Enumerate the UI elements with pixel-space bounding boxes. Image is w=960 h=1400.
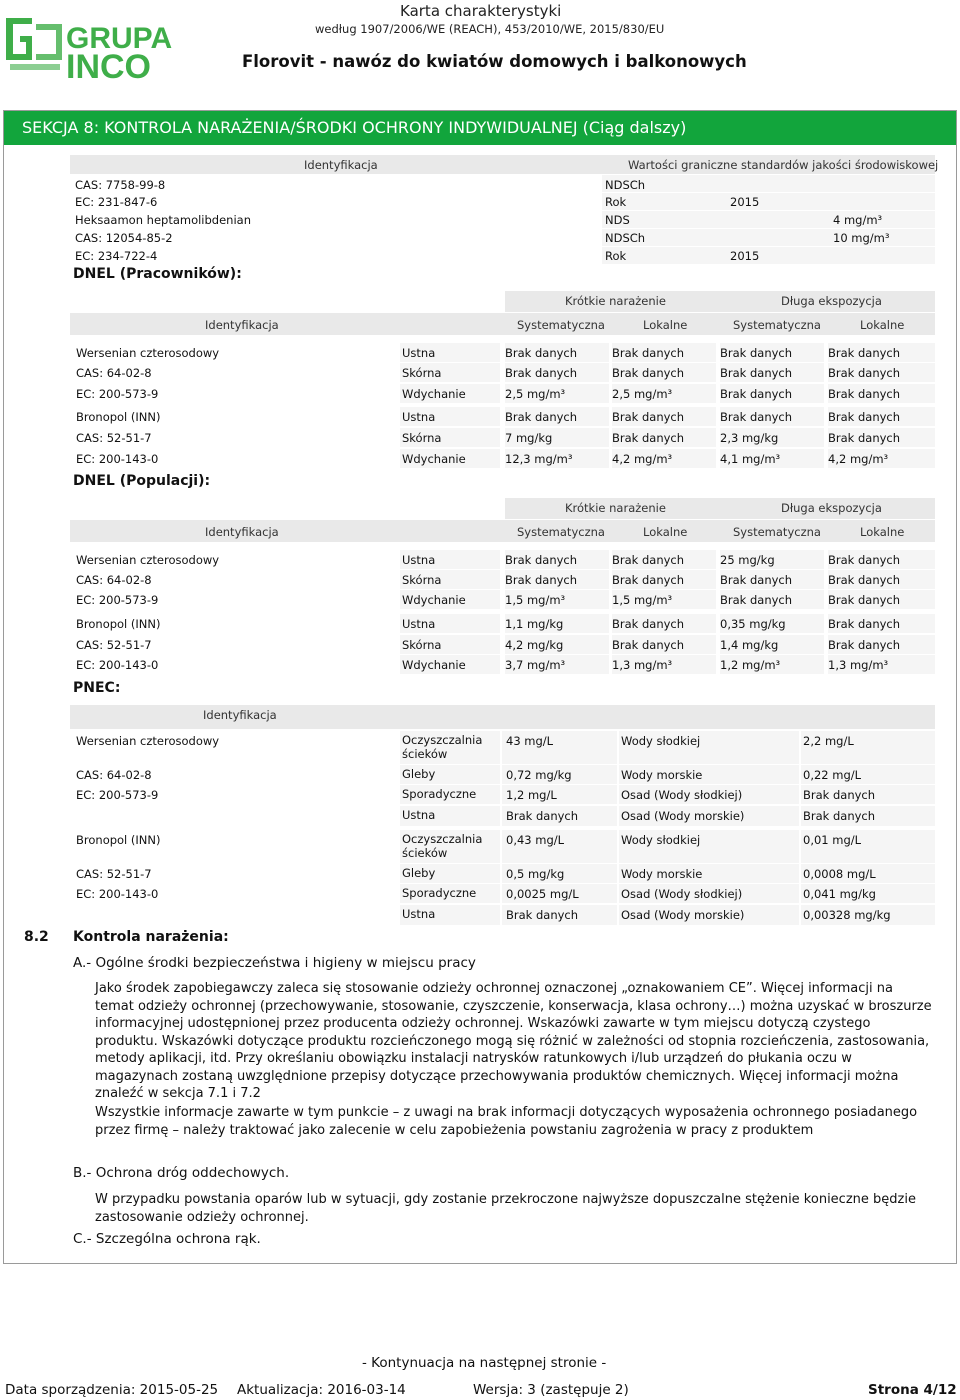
table-cell-value: 0,72 mg/kg xyxy=(506,768,572,782)
table-cell: Brak danych xyxy=(612,573,685,587)
table-cell-value: 0,041 mg/kg xyxy=(803,887,876,901)
table-row-id: CAS: 52-51-7 xyxy=(76,431,152,445)
table-row-id: Bronopol (INN) xyxy=(76,833,161,847)
table-cell-compartment: Oczyszczalnia ścieków xyxy=(402,733,483,761)
subsection-b-heading: B.- Ochrona dróg oddechowych. xyxy=(73,1165,290,1181)
table-cell-value: 43 mg/L xyxy=(506,734,554,748)
table-cell: Brak danych xyxy=(612,553,685,567)
table-cell: Brak danych xyxy=(720,387,793,401)
table-row-id: Wersenian czterosodowy xyxy=(76,734,220,748)
table-row-route: Skórna xyxy=(402,431,442,445)
table-cell-compartment: Wody słodkiej xyxy=(621,734,701,748)
table-row-route: Ustna xyxy=(402,553,436,567)
table-row-route: Wdychanie xyxy=(402,452,466,466)
table-cell: Brak danych xyxy=(612,617,685,631)
table-cell: Brak danych xyxy=(828,573,901,587)
limits-type: NDS xyxy=(605,213,630,227)
table-row-id: EC: 200-573-9 xyxy=(76,788,159,802)
table-cell: Brak danych xyxy=(505,410,578,424)
table-row-id: EC: 200-143-0 xyxy=(76,452,159,466)
header-systemic: Systematyczna xyxy=(733,525,821,539)
table-row-route: Ustna xyxy=(402,410,436,424)
table-cell-compartment: Osad (Wody morskie) xyxy=(621,908,745,922)
table-cell: Brak danych xyxy=(505,553,578,567)
table-row-id: CAS: 64-02-8 xyxy=(76,768,152,782)
limits-id: EC: 234-722-4 xyxy=(75,249,158,263)
table-row-id: EC: 200-573-9 xyxy=(76,593,159,607)
table-cell: Brak danych xyxy=(720,366,793,380)
header-long-exposure: Długa ekspozycja xyxy=(781,501,882,515)
table-row-id: CAS: 52-51-7 xyxy=(76,867,152,881)
subsection-a-paragraph-1: Jako środek zapobiegawczy zaleca się stosowanie odzieży ochronnej oznaczonej „oznakowaniem CE”. Więcej informacji na temat odzieży ochronnej (przechowywanie, stosowanie, czyszczenie, konserwacja, klasa ochrony…) można uzyskać w broszurze informacyjnej udostępnionej przez producenta odzieży ochronnej. Wskazówki zawarte w tym miejscu dotyczą czystego produktu. Wskazówki dotyczące produktu rozcieńczonego mogą się różnić w zależności od stopnia rozcieńczenia, zastosowania, metody aplikacji, itd. Przy określaniu obowiązku instalacji natrysków ratunkowych i/lub urządzeń do płukania oczu w magazynach zostaną uwzględnione przepisy dotyczące przechowywania produktów chemicznych. Więcej informacji można znaleźć w sekcja 7.1 i 7.2 xyxy=(95,981,932,1101)
table-cell-compartment: Sporadyczne xyxy=(402,886,477,900)
header-local: Lokalne xyxy=(643,525,688,539)
table-row-route: Ustna xyxy=(402,346,436,360)
table-cell: Brak danych xyxy=(612,410,685,424)
logo-icon xyxy=(6,18,62,70)
limits-type: NDSCh xyxy=(605,178,646,192)
limits-id: EC: 231-847-6 xyxy=(75,195,158,209)
table-cell: Brak danych xyxy=(828,366,901,380)
table-row-id: Wersenian czterosodowy xyxy=(76,553,220,567)
table-row-route: Skórna xyxy=(402,573,442,587)
header-local: Lokalne xyxy=(643,318,688,332)
table-cell: 3,7 mg/m³ xyxy=(505,658,566,672)
table-cell-compartment: Sporadyczne xyxy=(402,787,477,801)
table-cell: Brak danych xyxy=(505,346,578,360)
limits-col-values: Wartości graniczne standardów jakości środowiskowej xyxy=(628,158,939,172)
page-number: Strona 4/12 xyxy=(868,1382,957,1398)
doc-type: Karta charakterystyki xyxy=(400,2,562,20)
table-row-route: Wdychanie xyxy=(402,593,466,607)
company-logo xyxy=(2,14,182,82)
table-row-id: Bronopol (INN) xyxy=(76,410,161,424)
limits-id: CAS: 7758-99-8 xyxy=(75,178,166,192)
table-cell-value: 0,0025 mg/L xyxy=(506,887,579,901)
table-row-id: Bronopol (INN) xyxy=(76,617,161,631)
dnel-workers-title: DNEL (Pracowników): xyxy=(73,266,242,282)
limits-type: NDSCh xyxy=(605,231,646,245)
table-row-route: Wdychanie xyxy=(402,658,466,672)
table-cell: Brak danych xyxy=(612,366,685,380)
header-short-exposure: Krótkie narażenie xyxy=(565,294,666,308)
table-cell: Brak danych xyxy=(828,410,901,424)
table-cell-compartment: Ustna xyxy=(402,808,436,822)
product-name: Florovit - nawóz do kwiatów domowych i balkonowych xyxy=(242,52,747,71)
version: Wersja: 3 (zastępuje 2) xyxy=(473,1382,629,1398)
table-row-route: Skórna xyxy=(402,366,442,380)
header-identification: Identyfikacja xyxy=(205,318,279,332)
table-cell: 1,5 mg/m³ xyxy=(505,593,566,607)
section-number: 8.2 xyxy=(24,929,49,945)
table-row-id: CAS: 64-02-8 xyxy=(76,366,152,380)
table-cell-value: 0,01 mg/L xyxy=(803,833,862,847)
limits-type: Rok xyxy=(605,249,627,263)
table-cell: 1,4 mg/kg xyxy=(720,638,779,652)
header-short-exposure: Krótkie narażenie xyxy=(565,501,666,515)
table-row-route: Wdychanie xyxy=(402,387,466,401)
limits-col-id: Identyfikacja xyxy=(304,158,378,172)
logo-line1: GRUPA xyxy=(66,22,173,55)
table-cell-compartment: Osad (Wody słodkiej) xyxy=(621,887,743,901)
table-cell-value: 0,22 mg/L xyxy=(803,768,862,782)
subsection-a-heading: A.- Ogólne środki bezpieczeństwa i higieny w miejscu pracy xyxy=(73,955,476,971)
table-row-id: CAS: 64-02-8 xyxy=(76,573,152,587)
table-cell: 2,5 mg/m³ xyxy=(612,387,673,401)
table-cell-value: Brak danych xyxy=(506,809,579,823)
table-cell-value: 0,43 mg/L xyxy=(506,833,565,847)
table-row-route: Skórna xyxy=(402,638,442,652)
table-cell-value: 2,2 mg/L xyxy=(803,734,854,748)
table-cell: Brak danych xyxy=(828,553,901,567)
date-updated: Aktualizacja: 2016-03-14 xyxy=(237,1382,406,1398)
subsection-c-heading: C.- Szczególna ochrona rąk. xyxy=(73,1231,261,1247)
table-cell: 25 mg/kg xyxy=(720,553,775,567)
table-cell-value: Brak danych xyxy=(506,908,579,922)
table-cell: 4,1 mg/m³ xyxy=(720,452,781,466)
table-cell-value: 1,2 mg/L xyxy=(506,788,557,802)
table-cell: 2,3 mg/kg xyxy=(720,431,779,445)
table-row-route: Ustna xyxy=(402,617,436,631)
table-cell: Brak danych xyxy=(720,410,793,424)
logo-line2: INCO xyxy=(66,48,151,82)
limits-value: 10 mg/m³ xyxy=(833,231,890,245)
limits-year: 2015 xyxy=(730,249,760,263)
regulation: według 1907/2006/WE (REACH), 453/2010/WE, 2015/830/EU xyxy=(315,22,665,36)
date-created: Data sporządzenia: 2015-05-25 xyxy=(5,1382,219,1398)
section-banner: SEKCJA 8: KONTROLA NARAŻENIA/ŚRODKI OCHRONY INDYWIDUALNEJ (Ciąg dalszy) xyxy=(4,111,956,145)
pnec-title: PNEC: xyxy=(73,680,121,696)
header-systemic: Systematyczna xyxy=(733,318,821,332)
table-cell: 4,2 mg/m³ xyxy=(828,452,889,466)
header-long-exposure: Długa ekspozycja xyxy=(781,294,882,308)
table-cell: Brak danych xyxy=(612,431,685,445)
table-cell: Brak danych xyxy=(720,573,793,587)
table-cell: Brak danych xyxy=(828,346,901,360)
table-row-id: Wersenian czterosodowy xyxy=(76,346,220,360)
dnel-population-title: DNEL (Populacji): xyxy=(73,473,211,489)
table-row-id: EC: 200-573-9 xyxy=(76,387,159,401)
header-systemic: Systematyczna xyxy=(517,318,605,332)
table-cell: 1,5 mg/m³ xyxy=(612,593,673,607)
limits-id: CAS: 12054-85-2 xyxy=(75,231,173,245)
table-cell-value: Brak danych xyxy=(803,809,876,823)
pnec-col-id: Identyfikacja xyxy=(203,708,277,722)
limits-id: Heksaamon heptamolibdenian xyxy=(75,213,251,227)
table-cell: Brak danych xyxy=(505,573,578,587)
table-row-id: EC: 200-143-0 xyxy=(76,658,159,672)
table-cell-compartment: Wody morskie xyxy=(621,867,703,881)
table-cell: Brak danych xyxy=(828,431,901,445)
table-cell: 4,2 mg/m³ xyxy=(612,452,673,466)
table-cell-compartment: Ustna xyxy=(402,907,436,921)
table-cell: 1,1 mg/kg xyxy=(505,617,564,631)
subsection-a-paragraph-2: Wszystkie informacje zawarte w tym punkcie – z uwagi na brak informacji dotyczących wyposażenia ochronnego posiadanego przez firmę – należy traktować jako zalecenie w celu zapobieżenia powstaniu zagrożenia w pracy z produktem xyxy=(95,1105,918,1138)
table-cell: Brak danych xyxy=(720,346,793,360)
table-cell-value: 0,0008 mg/L xyxy=(803,867,876,881)
table-cell: Brak danych xyxy=(720,593,793,607)
table-cell-compartment: Wody morskie xyxy=(621,768,703,782)
table-row-id: CAS: 52-51-7 xyxy=(76,638,152,652)
table-cell: Brak danych xyxy=(828,387,901,401)
subsection-b-paragraph: W przypadku powstania oparów lub w sytuacji, gdy zostanie przekroczone najwyższe dopuszczalne stężenie konieczne będzie zastosowanie odzieży ochronnej. xyxy=(95,1192,916,1225)
table-cell-value: 0,5 mg/kg xyxy=(506,867,565,881)
table-cell: Brak danych xyxy=(505,366,578,380)
table-row-id: EC: 200-143-0 xyxy=(76,887,159,901)
table-cell: 12,3 mg/m³ xyxy=(505,452,573,466)
table-cell: 7 mg/kg xyxy=(505,431,553,445)
limits-value: 4 mg/m³ xyxy=(833,213,883,227)
header-identification: Identyfikacja xyxy=(205,525,279,539)
table-cell-value: Brak danych xyxy=(803,788,876,802)
table-cell: Brak danych xyxy=(828,617,901,631)
table-cell: 4,2 mg/kg xyxy=(505,638,564,652)
table-cell: 1,3 mg/m³ xyxy=(612,658,673,672)
table-cell-compartment: Oczyszczalnia ścieków xyxy=(402,832,483,860)
table-cell: Brak danych xyxy=(828,638,901,652)
table-cell-value: 0,00328 mg/kg xyxy=(803,908,891,922)
table-cell: 0,35 mg/kg xyxy=(720,617,786,631)
limits-type: Rok xyxy=(605,195,627,209)
table-cell-compartment: Wody słodkiej xyxy=(621,833,701,847)
control-title: Kontrola narażenia: xyxy=(73,929,229,945)
table-cell: Brak danych xyxy=(612,638,685,652)
limits-year: 2015 xyxy=(730,195,760,209)
table-cell-compartment: Gleby xyxy=(402,866,436,880)
table-cell: 2,5 mg/m³ xyxy=(505,387,566,401)
table-cell-compartment: Osad (Wody morskie) xyxy=(621,809,745,823)
continuation-note: - Kontynuacja na następnej stronie - xyxy=(362,1355,607,1371)
header-systemic: Systematyczna xyxy=(517,525,605,539)
table-cell: Brak danych xyxy=(612,346,685,360)
table-cell-compartment: Gleby xyxy=(402,767,436,781)
header-local: Lokalne xyxy=(860,525,905,539)
table-cell: 1,2 mg/m³ xyxy=(720,658,781,672)
table-cell-compartment: Osad (Wody słodkiej) xyxy=(621,788,743,802)
table-cell: 1,3 mg/m³ xyxy=(828,658,889,672)
table-cell: Brak danych xyxy=(828,593,901,607)
header-local: Lokalne xyxy=(860,318,905,332)
